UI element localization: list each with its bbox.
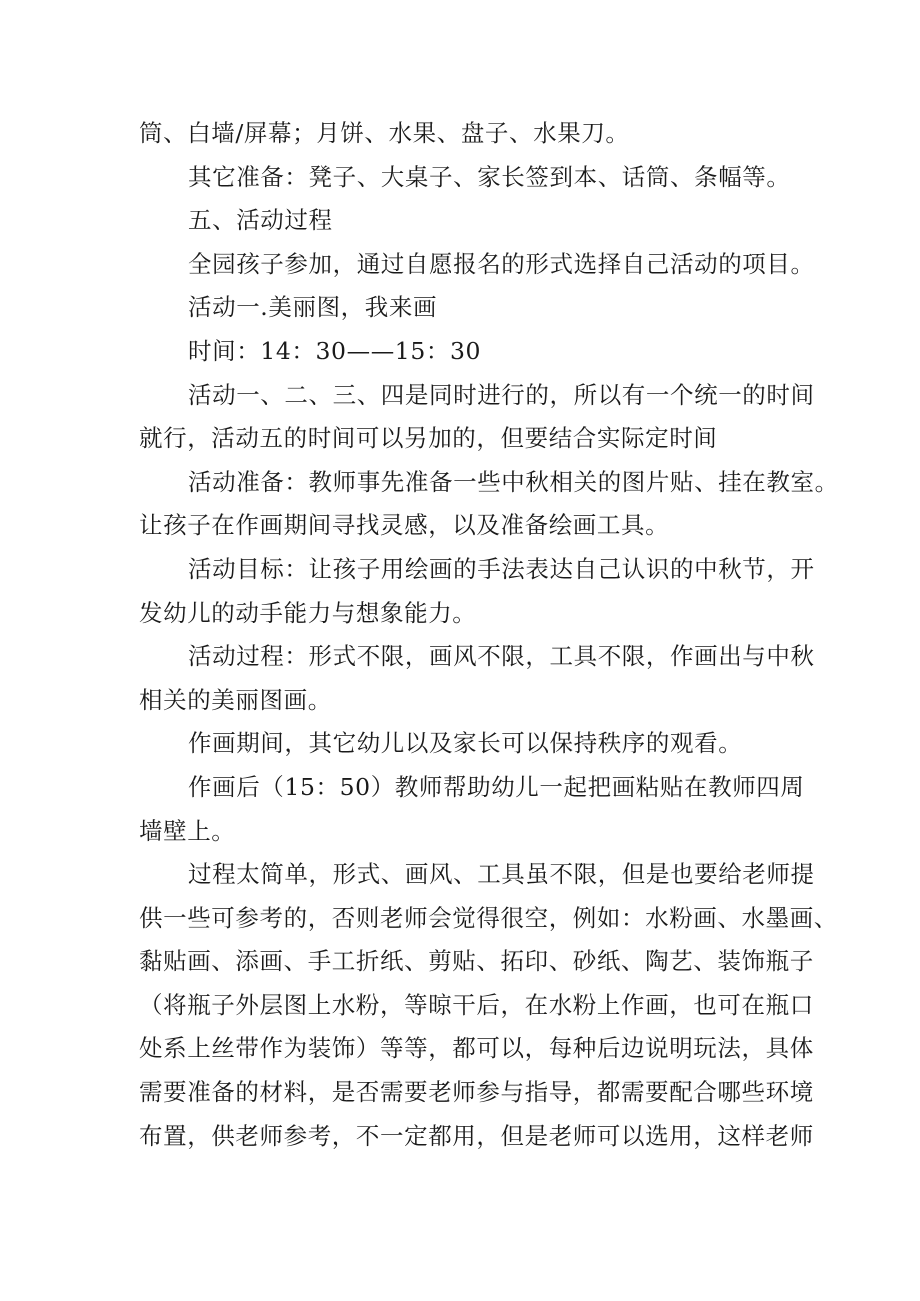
- text-line: 作画期间，其它幼儿以及家长可以保持秩序的观看。: [188, 729, 743, 758]
- text-line: 相关的美丽图画。: [139, 685, 332, 714]
- text-line: 过程太简单，形式、画风、工具虽不限，但是也要给老师提: [188, 860, 815, 889]
- text-line: 五、活动过程: [188, 206, 333, 235]
- text-line: 墙壁上。: [139, 816, 236, 845]
- text-line: 发幼儿的动手能力与想象能力。: [139, 598, 477, 627]
- text-line: 处系上丝带作为装饰）等等，都可以，每种后边说明玩法，具体: [139, 1034, 814, 1063]
- text-line: 活动准备：教师事先准备一些中秋相关的图片贴、挂在教室。: [188, 467, 839, 496]
- text-line: 活动过程：形式不限，画风不限，工具不限，作画出与中秋: [188, 642, 815, 671]
- text-line: 活动一、二、三、四是同时进行的，所以有一个统一的时间: [188, 380, 815, 409]
- text-line: 作画后（15：50）教师帮助幼儿一起把画粘贴在教师四周: [188, 772, 805, 801]
- text-line: 时间：14：30——15：30: [188, 336, 482, 365]
- text-line: 就行，活动五的时间可以另加的，但要结合实际定时间: [139, 424, 718, 453]
- text-line: 筒、白墙/屏幕；月饼、水果、盘子、水果刀。: [139, 119, 630, 147]
- text-line: 布置，供老师参考，不一定都用，但是老师可以选用，这样老师: [139, 1121, 814, 1150]
- text-line: （将瓶子外层图上水粉，等晾干后，在水粉上作画，也可在瓶口: [139, 990, 814, 1019]
- text-line: 活动目标：让孩子用绘画的手法表达自己认识的中秋节，开: [188, 554, 815, 583]
- text-line: 其它准备：凳子、大桌子、家长签到本、话筒、条幅等。: [188, 162, 791, 191]
- text-line: 活动一.美丽图，我来画: [188, 293, 438, 322]
- text-line: 让孩子在作画期间寻找灵感，以及准备绘画工具。: [139, 511, 670, 540]
- text-line: 需要准备的材料，是否需要老师参与指导，都需要配合哪些环境: [139, 1078, 814, 1107]
- text-line: 供一些可参考的，否则老师会觉得很空，例如：水粉画、水墨画、: [139, 903, 838, 932]
- text-line: 全园孩子参加，通过自愿报名的形式选择自己活动的项目。: [188, 249, 815, 278]
- document-body: [139, 112, 839, 1158]
- text-line: 黏贴画、添画、手工折纸、剪贴、拓印、砂纸、陶艺、装饰瓶子: [139, 947, 814, 976]
